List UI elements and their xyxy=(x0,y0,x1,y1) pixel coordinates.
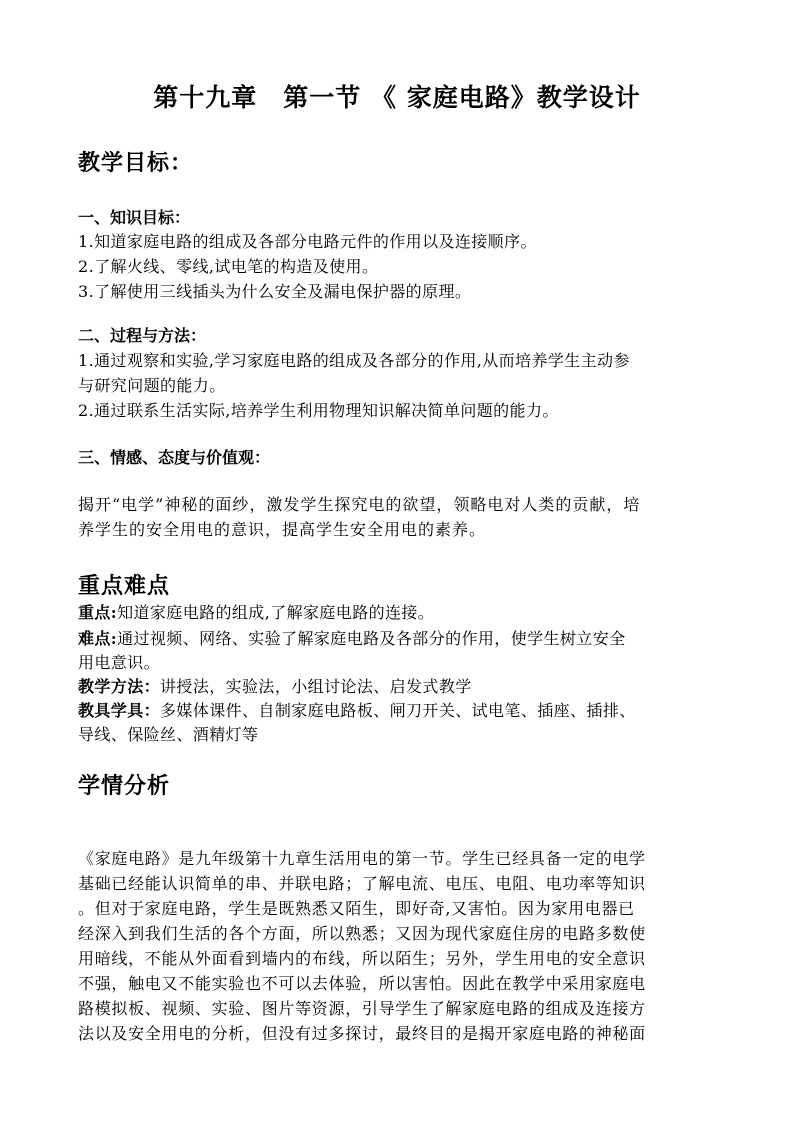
tools-line xyxy=(78,698,636,721)
focus-line xyxy=(78,600,434,623)
analysis-line: 路模拟板、视频、实验、图片等资源，引导学生了解家庭电路的组成及连接方 xyxy=(78,999,646,1018)
difficulty-line-cont: 用电意识。 xyxy=(78,653,161,672)
difficulty-label: 难点: xyxy=(78,629,118,648)
analysis-heading: 学情分析 xyxy=(78,773,171,799)
knowledge-heading: 一、知识目标： xyxy=(78,208,191,227)
method-label: 教学方法： xyxy=(78,677,161,696)
key-points-heading: 重点难点 xyxy=(78,573,171,599)
knowledge-item-2: 2.了解火线、零线,试电笔的构造及使用。 xyxy=(78,257,379,276)
focus-text: 知道家庭电路的组成,了解家庭电路的连接。 xyxy=(117,603,435,622)
analysis-paragraph xyxy=(78,846,646,1046)
analysis-line: 不强，触电又不能实验也不可以去体验，所以害怕。因此在教学中采用家庭电 xyxy=(78,974,646,993)
process-item-1-cont: 与研究问题的能力。 xyxy=(78,376,226,395)
emotion-line-1: 揭开“电学”神秘的面纱，激发学生探究电的欲望，领略电对人类的贡献，培 xyxy=(78,495,641,514)
method-text: 讲授法，实验法，小组讨论法、启发式教学 xyxy=(160,677,472,696)
analysis-line: 经深入到我们生活的各个方面，所以熟悉；又因为现代家庭住房的电路多数使 xyxy=(78,924,646,943)
method-line xyxy=(78,674,472,697)
page-title: 第十九章 第一节 《 家庭电路》教学设计 xyxy=(153,83,641,112)
tools-text: 多媒体课件、自制家庭电路板、闸刀开关、试电笔、插座、插排、 xyxy=(160,701,636,720)
analysis-line: 。但对于家庭电路，学生是既熟悉又陌生，即好奇,又害怕。因为家用电器已 xyxy=(78,899,635,918)
process-heading: 二、过程与方法： xyxy=(78,326,207,345)
emotion-line-2: 养学生的安全用电的意识，提高学生安全用电的素养。 xyxy=(78,520,487,539)
knowledge-item-3: 3.了解使用三线插头为什么安全及漏电保护器的原理。 xyxy=(78,282,472,301)
goals-heading: 教学目标： xyxy=(78,150,194,176)
analysis-line: 法以及安全用电的分析，但没有过多探讨，最终目的是揭开家庭电路的神秘面 xyxy=(78,1024,646,1043)
process-item-1: 1.通过观察和实验,学习家庭电路的组成及各部分的作用,从而培养学生主动参 xyxy=(78,351,630,370)
process-item-2: 2.通过联系生活实际,培养学生利用物理知识解决简单问题的能力。 xyxy=(78,401,559,420)
difficulty-line xyxy=(78,626,626,649)
focus-label: 重点: xyxy=(78,603,118,622)
analysis-line: 《家庭电路》是九年级第十九章生活用电的第一节。学生已经具备一定的电学 xyxy=(78,849,646,868)
difficulty-text: 通过视频、网络、实验了解家庭电路及各部分的作用，使学生树立安全 xyxy=(117,629,626,648)
analysis-line: 基础已经能认识简单的串、并联电路；了解电流、电压、电阻、电功率等知识 xyxy=(78,874,646,893)
emotion-heading: 三、情感、态度与价值观： xyxy=(78,448,271,467)
tools-line-cont: 导线、保险丝、酒精灯等 xyxy=(78,725,259,744)
tools-label: 教具学具： xyxy=(78,701,161,720)
knowledge-item-1: 1.知道家庭电路的组成及各部分电路元件的作用以及连接顺序。 xyxy=(78,232,537,251)
analysis-line: 用暗线，不能从外面看到墙内的布线，所以陌生；另外，学生用电的安全意识 xyxy=(78,949,646,968)
